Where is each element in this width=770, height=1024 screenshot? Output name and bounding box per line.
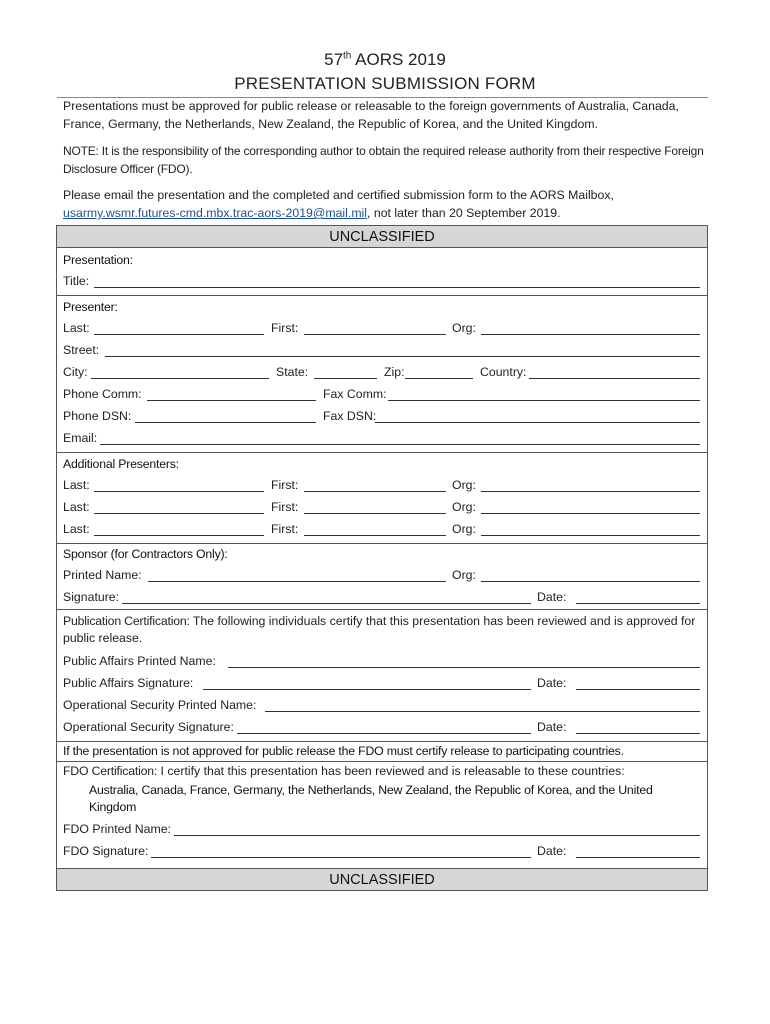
note-paragraph: NOTE: It is the responsibility of the corresponding author to obtain the required release authority from their respective Foreign Disclosure Officer (FDO). [63, 144, 704, 176]
fax-dsn-label: Fax DSN: [323, 409, 377, 423]
presenter-heading: Presenter: [63, 300, 118, 314]
org-field[interactable] [481, 334, 700, 335]
presentation-heading: Presentation: [63, 253, 133, 267]
additional-last-label: Last: [63, 522, 90, 536]
opsec-name-label: Operational Security Printed Name: [63, 698, 257, 712]
public-affairs-date-label: Date: [537, 676, 567, 690]
fdo-signature-label: FDO Signature: [63, 844, 149, 858]
fdo-warning: If the presentation is not approved for public release the FDO must certify release to participating countries. [63, 744, 624, 758]
publication-certification-text: Publication Certification: The following individuals certify that this presentation has been reviewed and is approved for public release. [63, 614, 696, 645]
sponsor-signature-label: Signature: [63, 590, 120, 604]
state-field[interactable] [314, 378, 377, 379]
fdo-certification-heading: FDO Certification: [63, 764, 158, 778]
fdo-date-field[interactable] [576, 857, 700, 858]
fax-comm-label: Fax Comm: [323, 387, 387, 401]
section-divider [57, 543, 707, 544]
fax-dsn-field[interactable] [375, 422, 700, 423]
section-divider [57, 761, 707, 762]
fdo-name-field[interactable] [174, 835, 700, 836]
additional-last-label: Last: [63, 500, 90, 514]
opsec-date-label: Date: [537, 720, 567, 734]
zip-field[interactable] [405, 378, 473, 379]
form-title: PRESENTATION SUBMISSION FORM [234, 74, 536, 93]
opsec-signature-field[interactable] [237, 733, 531, 734]
additional-first-label: First: [271, 500, 299, 514]
fdo-signature-field[interactable] [151, 857, 531, 858]
email-label: Email: [63, 431, 98, 445]
classification-banner-top: UNCLASSIFIED [57, 226, 707, 248]
additional-last-field[interactable] [94, 491, 264, 492]
sponsor-date-field[interactable] [576, 603, 700, 604]
street-label: Street: [63, 343, 100, 357]
street-field[interactable] [105, 356, 700, 357]
title-field[interactable] [94, 287, 700, 288]
additional-presenters-heading: Additional Presenters: [63, 457, 179, 471]
form-year-title: 57th AORS 2019 [324, 50, 446, 69]
additional-first-field[interactable] [304, 491, 446, 492]
additional-first-label: First: [271, 522, 299, 536]
additional-first-label: First: [271, 478, 299, 492]
first-label: First: [271, 321, 299, 335]
opsec-date-field[interactable] [576, 733, 700, 734]
sponsor-heading: Sponsor (for Contractors Only): [63, 547, 228, 561]
additional-first-field[interactable] [304, 513, 446, 514]
email-prefix: Please email the presentation and the completed and certified submission form to the AORS Mailbox, [63, 188, 614, 202]
city-label: City: [63, 365, 88, 379]
additional-org-label: Org: [452, 478, 476, 492]
fdo-date-label: Date: [537, 844, 567, 858]
public-affairs-name-field[interactable] [228, 667, 700, 668]
classification-banner-bottom: UNCLASSIFIED [57, 868, 707, 890]
additional-org-field[interactable] [481, 513, 700, 514]
section-divider [57, 741, 707, 742]
title-label: Title: [63, 274, 90, 288]
mailbox-link[interactable]: usarmy.wsmr.futures-cmd.mbx.trac-aors-2019@mail.mil [63, 206, 368, 220]
additional-org-field[interactable] [481, 491, 700, 492]
sponsor-org-field[interactable] [481, 581, 700, 582]
country-label: Country: [480, 365, 527, 379]
public-affairs-signature-label: Public Affairs Signature: [63, 676, 194, 690]
public-affairs-date-field[interactable] [576, 689, 700, 690]
email-suffix: , not later than 20 September 2019. [367, 206, 561, 220]
sponsor-date-label: Date: [537, 590, 567, 604]
publication-certification-heading: Publication Certification: [63, 614, 190, 628]
phone-comm-field[interactable] [147, 400, 316, 401]
additional-org-label: Org: [452, 500, 476, 514]
additional-last-field[interactable] [94, 535, 264, 536]
additional-first-field[interactable] [304, 535, 446, 536]
approval-paragraph: Presentations must be approved for public release or releasable to the foreign governments of Australia, Canada, France, Germany, the Netherlands, New Zealand, the Republic of Korea, and the United Kingdom. [63, 99, 679, 131]
sponsor-signature-field[interactable] [122, 603, 531, 604]
additional-org-label: Org: [452, 522, 476, 536]
state-label: State: [276, 365, 309, 379]
first-name-field[interactable] [304, 334, 446, 335]
submission-form [56, 225, 708, 891]
public-affairs-name-label: Public Affairs Printed Name: [63, 654, 216, 668]
releasable-countries: Australia, Canada, France, Germany, the Netherlands, New Zealand, the Republic of Korea, and the United Kingdom [89, 783, 653, 814]
section-divider [57, 609, 707, 610]
fax-comm-field[interactable] [388, 400, 700, 401]
fdo-certification-text: FDO Certification: I certify that this presentation has been reviewed and is releasable to these countries: [63, 764, 625, 778]
sponsor-org-label: Org: [452, 568, 476, 582]
email-paragraph [63, 186, 708, 222]
public-affairs-signature-field[interactable] [203, 689, 531, 690]
phone-dsn-label: Phone DSN: [63, 409, 132, 423]
additional-org-field[interactable] [481, 535, 700, 536]
zip-label: Zip: [384, 365, 405, 379]
section-divider [57, 295, 707, 296]
opsec-signature-label: Operational Security Signature: [63, 720, 234, 734]
additional-last-label: Last: [63, 478, 90, 492]
additional-last-field[interactable] [94, 513, 264, 514]
org-label: Org: [452, 321, 476, 335]
phone-dsn-field[interactable] [135, 422, 316, 423]
country-field[interactable] [529, 378, 700, 379]
opsec-name-field[interactable] [265, 711, 700, 712]
fdo-name-label: FDO Printed Name: [63, 822, 171, 836]
phone-comm-label: Phone Comm: [63, 387, 142, 401]
sponsor-printed-name-label: Printed Name: [63, 568, 142, 582]
email-field[interactable] [100, 444, 700, 445]
section-divider [57, 452, 707, 453]
sponsor-printed-name-field[interactable] [148, 581, 446, 582]
last-name-field[interactable] [94, 334, 264, 335]
last-label: Last: [63, 321, 90, 335]
city-field[interactable] [91, 378, 269, 379]
